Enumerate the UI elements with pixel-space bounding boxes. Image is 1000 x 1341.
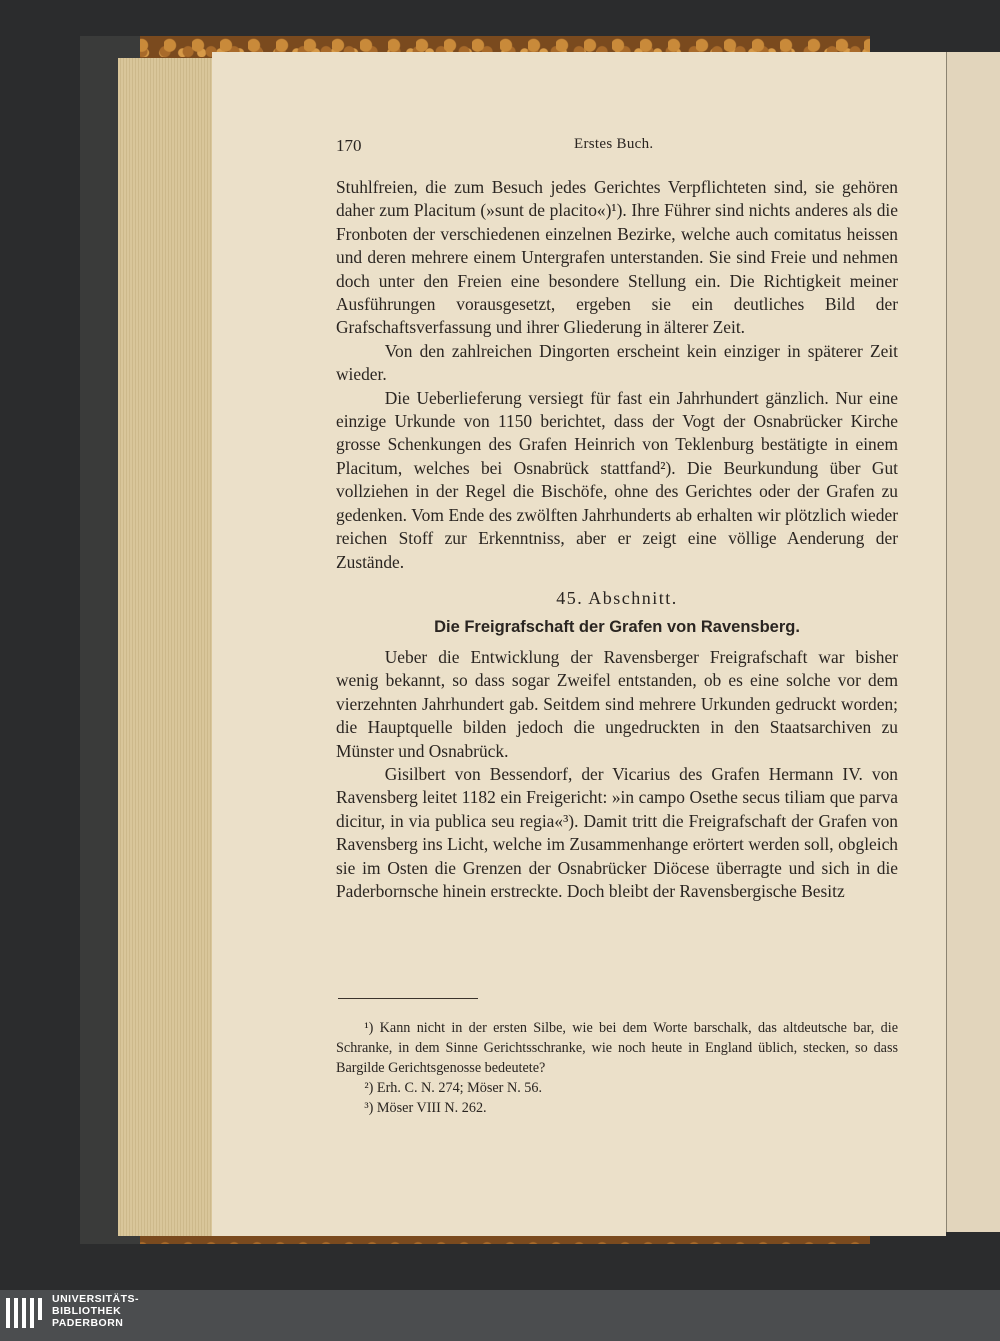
logo-line: PADERBORN — [52, 1317, 124, 1329]
logo-line: BIBLIOTHEK — [52, 1305, 122, 1317]
section-number: 45. Abschnitt. — [556, 587, 678, 608]
section-title: Die Freigrafschaft der Grafen von Ravensberg. — [434, 617, 800, 636]
paragraph: Die Ueberlieferung versiegt für fast ein Jahrhundert gänzlich. Nur eine einzige Urkunde von 1150 berichtet, dass der Vogt der Osnabrücker Kirche grosse Schenkungen des Grafen Heinrich von Teklenburg bestätigte in einem Placitum, welches bei Osnabrück stattfand²). Die Beurkundung über Gut vollziehen in der Regel die Bischöfe, ohne des Gerichtes oder der Grafen zu gedenken. Vom Ende des zwölften Jahrhunderts ab erhalten wir plötzlich wieder reichen Stoff zur Erkenntniss, aber er zeigt eine völlige Aenderung der Zustände. — [336, 387, 898, 572]
library-footer — [0, 1290, 1000, 1341]
paragraph: Stuhlfreien, die zum Besuch jedes Gerichtes Verpflichteten sind, sie gehören daher zum Placitum (»sunt de placito«)¹). Ihre Führer sind nichts anderes als die Fronboten der verschiedenen einzelnen Bezirke, welche auch comitatus heissen und deren mehrere einem Untergrafen unterstanden. Sie sind Freie und nehmen doch unter den Freien eine besondere Stellung ein. Die Richtigkeit meiner Ausführungen vorausgesetzt, ergeben sie ein deutliches Bild der Grafschaftsverfassung und ihrer Gliederung in älterer Zeit. — [336, 177, 898, 338]
running-title: Erstes Buch. — [574, 136, 654, 152]
page-stack-edges — [118, 58, 222, 1236]
paragraph: Gisilbert von Bessendorf, der Vicarius des Grafen Hermann IV. von Ravensberg leitet 1182 ein Freigericht: »in campo Osethe secus tiliam que parva dicitur, in via publica seu regia«³). Damit tritt die Freigrafschaft der Grafen von Ravensberg ins Licht, welche im Zusammenhange erörtert werden soll, obgleich sie im Osten die Grenzen der Osnabrücker Diöcese überragte und sich in die Paderbornsche hinein erstreckte. Doch bleibt der Ravensbergische Besitz — [336, 763, 898, 901]
paragraph: Ueber die Entwicklung der Ravensberger Freigrafschaft war bisher wenig bekannt, so dass sogar Zweifel entstanden, ob es eine solche vor dem vierzehnten Jahrhundert gab. Seitdem sind mehrere Urkunden gedruckt worden; die Hauptquelle bilden jedoch die ungedruckten in den Staatsarchiven zu Münster und Osnabrück. — [336, 646, 898, 761]
footnote: ¹) Kann nicht in der ersten Silbe, wie bei dem Worte barschalk, das altdeutsche bar, die Schranke, in dem Sinne Gerichtsschranke, wie noch heute in England üblich, stecken, so dass Bargilde Gerichtsgenosse bedeutete? — [336, 1020, 898, 1076]
library-logo-text — [52, 1293, 139, 1329]
book-page — [212, 52, 946, 1236]
facing-page-edge — [944, 52, 1000, 1232]
footnote-rule — [338, 998, 478, 999]
footnote: ³) Möser VIII N. 262. — [364, 1100, 487, 1116]
library-logo-icon — [6, 1298, 46, 1334]
footnote: ²) Erh. C. N. 274; Möser N. 56. — [364, 1080, 543, 1096]
page-number: 170 — [336, 136, 362, 155]
logo-line: UNIVERSITÄTS- — [52, 1293, 140, 1305]
paragraph: Von den zahlreichen Dingorten erscheint kein einziger in späterer Zeit wieder. — [336, 340, 898, 385]
footnotes — [336, 1018, 898, 1118]
main-text — [336, 176, 898, 903]
